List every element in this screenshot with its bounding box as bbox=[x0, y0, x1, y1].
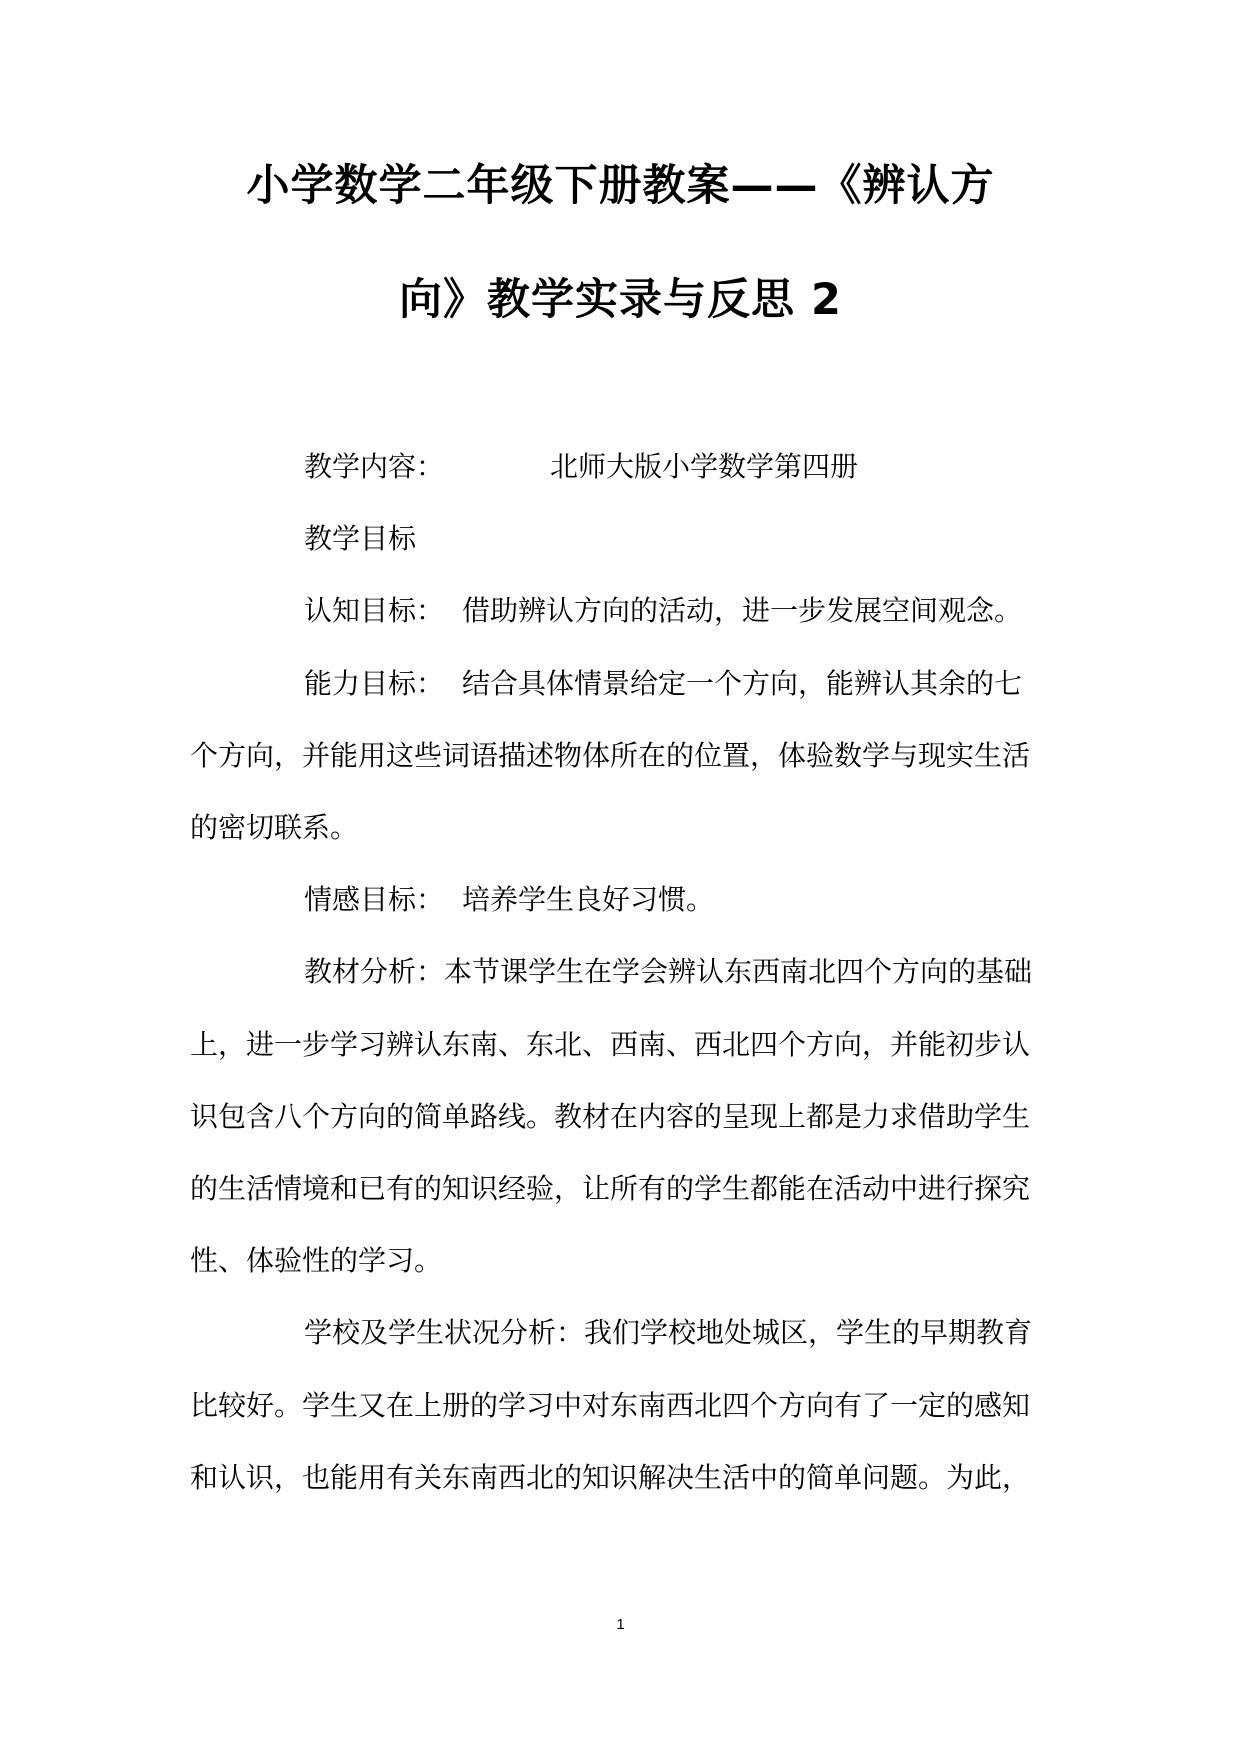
emotion-goal-text: 培养学生良好习惯。 bbox=[462, 883, 715, 916]
ability-goal-text-2: 个方向，并能用这些词语描述物体所在的位置，体验数学与现实生活 bbox=[190, 739, 1031, 772]
emotion-goal-label: 情感目标： bbox=[304, 883, 445, 916]
textbook-analysis-line-1: 教材分析：本节课学生在学会辨认东西南北四个方向的基础 bbox=[304, 955, 1033, 988]
teaching-goals-heading: 教学目标 bbox=[304, 522, 417, 555]
textbook-analysis-line-3: 识包含八个方向的简单路线。教材在内容的呈现上都是力求借助学生 bbox=[190, 1100, 1031, 1133]
cognitive-goal-label: 认知目标： bbox=[304, 594, 445, 627]
teaching-content-label: 教学内容： bbox=[304, 450, 445, 483]
teaching-content-value: 北师大版小学数学第四册 bbox=[550, 450, 859, 483]
school-analysis-line-3: 和认识，也能用有关东南西北的知识解决生活中的简单问题。为此， bbox=[190, 1461, 1031, 1494]
school-analysis-line-1: 学校及学生状况分析：我们学校地处城区，学生的早期教育 bbox=[304, 1316, 1033, 1349]
ability-goal-text-1: 结合具体情景给定一个方向，能辨认其余的七 bbox=[462, 667, 1023, 700]
textbook-analysis-line-4: 的生活情境和已有的知识经验，让所有的学生都能在活动中进行探究 bbox=[190, 1172, 1031, 1205]
document-title-line-2: 向》教学实录与反思 2 bbox=[399, 275, 842, 325]
textbook-analysis-line-2: 上，进一步学习辨认东南、东北、西南、西北四个方向，并能初步认 bbox=[190, 1028, 1031, 1061]
document-title-line-1: 小学数学二年级下册教案——《辨认方 bbox=[246, 161, 995, 211]
cognitive-goal-text: 借助辨认方向的活动，进一步发展空间观念。 bbox=[462, 594, 1023, 627]
page-number: 1 bbox=[616, 1616, 625, 1633]
ability-goal-text-3: 的密切联系。 bbox=[190, 811, 359, 844]
textbook-analysis-line-5: 性、体验性的学习。 bbox=[190, 1244, 443, 1277]
school-analysis-line-2: 比较好。学生又在上册的学习中对东南西北四个方向有了一定的感知 bbox=[190, 1389, 1031, 1422]
ability-goal-label: 能力目标： bbox=[304, 667, 445, 700]
